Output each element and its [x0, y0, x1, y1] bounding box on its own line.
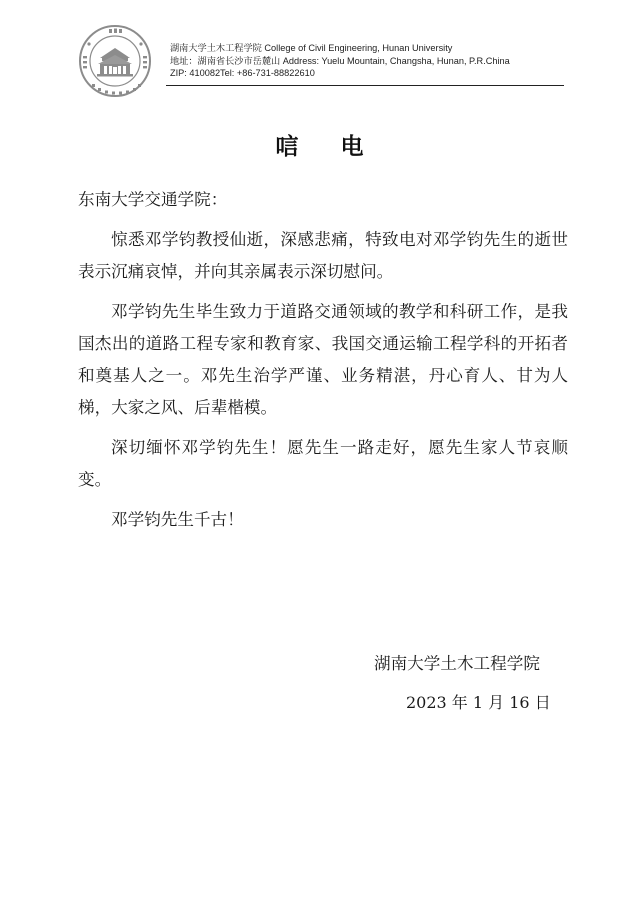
- document-title: 唁电: [275, 133, 406, 160]
- letterhead-divider: [166, 85, 564, 86]
- letterhead: [78, 20, 564, 104]
- farewell-line: 邓学钧先生千古！: [111, 510, 244, 529]
- letter-body: [78, 184, 568, 536]
- signature-date: 2023 年 1 月 16 日: [406, 693, 551, 712]
- paragraph-condolence: 惊悉邓学钧教授仙逝，深感悲痛，特致电对邓学钧先生的逝世表示沉痛哀悼，并向其亲属表示深切慰问。: [78, 230, 568, 281]
- paragraph-remembrance: 深切缅怀邓学钧先生！愿先生一路走好，愿先生家人节哀顺变。: [78, 438, 568, 489]
- letterhead-college-name: 湖南大学土木工程学院 College of Civil Engineering, Hunan University: [170, 43, 453, 53]
- salutation: 东南大学交通学院：: [78, 190, 228, 209]
- paragraph-achievements: 邓学钧先生毕生致力于道路交通领域的教学和科研工作，是我国杰出的道路工程专家和教育家、我国交通运输工程学科的开拓者和奠基人之一。邓先生治学严谨、业务精湛，丹心育人、甘为人梯，大家之风、后辈楷模。: [78, 302, 568, 417]
- letterhead-contact: ZIP: 410082Tel: +86-731-88822610: [170, 68, 315, 78]
- university-seal-logo: [78, 24, 152, 98]
- signature-organization: 湖南大学土木工程学院: [374, 654, 540, 673]
- letterhead-text: [170, 42, 564, 80]
- letterhead-address: 地址：湖南省长沙市岳麓山 Address: Yuelu Mountain, Changsha, Hunan, P.R.China: [170, 55, 510, 66]
